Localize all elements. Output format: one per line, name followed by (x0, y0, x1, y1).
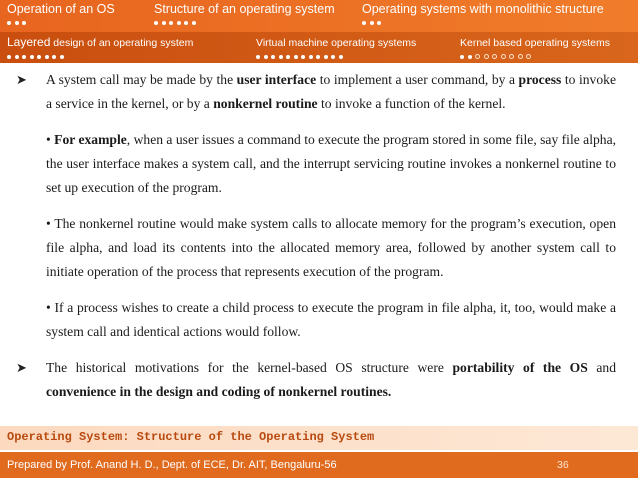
progress-dot-filled[interactable] (256, 55, 260, 59)
progress-dot-filled[interactable] (60, 55, 64, 59)
progress-dot-filled[interactable] (22, 55, 26, 59)
progress-dot-filled[interactable] (154, 21, 158, 25)
arrow-bullet-icon: ➤ (16, 360, 27, 375)
progress-dot-filled[interactable] (324, 55, 328, 59)
nav-label: Operating systems with monolithic structure (362, 2, 604, 16)
arrow-bullet-icon: ➤ (16, 72, 27, 87)
text: A system call may be made by the (46, 72, 237, 87)
progress-dot-filled[interactable] (294, 55, 298, 59)
progress-dot-empty[interactable] (518, 54, 523, 59)
page-number: 36 (557, 459, 569, 471)
progress-dot-empty[interactable] (492, 54, 497, 59)
progress-dot-filled[interactable] (264, 55, 268, 59)
text: to invoke a service in the kernel, or by a (46, 72, 616, 111)
progress-dot-filled[interactable] (468, 55, 472, 59)
nav-label-emphasis: Layered (7, 35, 51, 49)
progress-dot-empty[interactable] (475, 54, 480, 59)
progress-dot-empty[interactable] (509, 54, 514, 59)
progress-dots (256, 51, 416, 61)
progress-dot-filled[interactable] (377, 21, 381, 25)
paragraph (46, 356, 616, 404)
nav-operation-of-an-os[interactable] (7, 2, 115, 27)
progress-dot-filled[interactable] (15, 55, 19, 59)
text: to invoke a function of the kernel. (317, 96, 506, 111)
progress-dot-filled[interactable] (37, 55, 41, 59)
section-navigation-bar (0, 32, 638, 63)
bold-text: user interface (236, 72, 317, 87)
nav-label: Operation of an OS (7, 2, 115, 16)
progress-dot-filled[interactable] (331, 55, 335, 59)
progress-dots (7, 17, 115, 27)
nav-label: Kernel based operating systems (460, 37, 610, 49)
progress-dots (7, 51, 193, 61)
progress-dot-empty[interactable] (526, 54, 531, 59)
progress-dot-filled[interactable] (45, 55, 49, 59)
progress-dot-filled[interactable] (339, 55, 343, 59)
progress-dot-filled[interactable] (279, 55, 283, 59)
bold-text: portability of the OS (452, 360, 588, 375)
progress-dot-empty[interactable] (501, 54, 506, 59)
top-navigation-bar (0, 0, 638, 32)
progress-dot-filled[interactable] (309, 55, 313, 59)
credit-footer (0, 452, 638, 478)
bullet-system-call (16, 68, 616, 116)
paragraph-nonkernel-routine: • The nonkernel routine would make system calls to allocate memory for the program’s execution, open file alpha, and load its contents into the allocated memory area, followed by another system call to initiate operation of the process that represents execution of the program. (46, 216, 616, 279)
progress-dot-filled[interactable] (184, 21, 188, 25)
text: The historical motivations for the kernel-based OS structure were (46, 360, 453, 375)
progress-dot-filled[interactable] (15, 21, 19, 25)
progress-dot-filled[interactable] (301, 55, 305, 59)
slide-title-footer (0, 426, 638, 450)
progress-dots (154, 17, 335, 27)
progress-dot-filled[interactable] (177, 21, 181, 25)
bold-text: nonkernel routine (213, 96, 318, 111)
bold-text: convenience in the design and coding of nonkernel routines. (46, 384, 392, 399)
footer-title: Operating System: Structure of the Operating System (7, 430, 375, 444)
nav-label: Virtual machine operating systems (256, 37, 417, 49)
nav-label: design of an operating system (50, 37, 194, 49)
progress-dot-filled[interactable] (192, 21, 196, 25)
progress-dot-filled[interactable] (271, 55, 275, 59)
progress-dot-filled[interactable] (52, 55, 56, 59)
progress-dot-filled[interactable] (316, 55, 320, 59)
progress-dot-filled[interactable] (169, 21, 173, 25)
text: , when a user issues a command to execute the program stored in some file, say file alpha, the user interface makes a system call, and the interrupt servicing routine invokes a nonkernel routine to set up execution of the program. (46, 132, 617, 195)
progress-dot-filled[interactable] (286, 55, 290, 59)
nav-virtual-machine-os[interactable] (256, 36, 416, 61)
paragraph-example (46, 128, 616, 200)
nav-label: Structure of an operating system (154, 2, 335, 16)
progress-dot-filled[interactable] (7, 21, 11, 25)
nav-monolithic-structure[interactable] (362, 2, 604, 27)
slide-body (16, 68, 616, 404)
progress-dots (460, 51, 610, 61)
footer-credit: Prepared by Prof. Anand H. D., Dept. of ECE, Dr. AIT, Bengaluru-56 (7, 459, 337, 471)
progress-dot-filled[interactable] (162, 21, 166, 25)
progress-dots (362, 17, 604, 27)
bullet-historical-motivations (16, 356, 616, 404)
bullet-dot: • (46, 132, 55, 147)
paragraph (46, 68, 616, 116)
progress-dot-filled[interactable] (7, 55, 11, 59)
text: and (587, 360, 617, 375)
progress-dot-filled[interactable] (30, 55, 34, 59)
bold-text: For example (54, 132, 127, 147)
nav-kernel-based-os[interactable] (460, 36, 610, 61)
progress-dot-filled[interactable] (362, 21, 366, 25)
nav-layered-design[interactable] (7, 35, 193, 61)
bold-text: process (518, 72, 562, 87)
progress-dot-empty[interactable] (484, 54, 489, 59)
nav-structure-of-an-operating-system[interactable] (154, 2, 335, 27)
progress-dot-filled[interactable] (460, 55, 464, 59)
progress-dot-filled[interactable] (22, 21, 26, 25)
text: to implement a user command, by a (316, 72, 519, 87)
progress-dot-filled[interactable] (370, 21, 374, 25)
paragraph-child-process: • If a process wishes to create a child process to execute the program in file alpha, it, too, would make a system call and identical actions would follow. (46, 300, 616, 339)
